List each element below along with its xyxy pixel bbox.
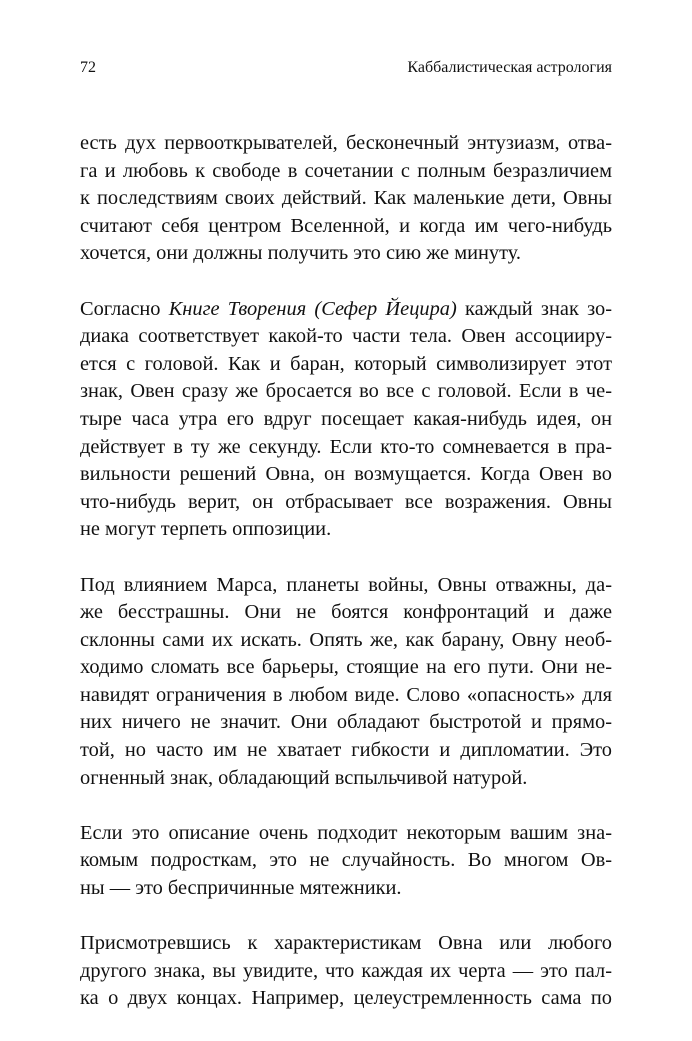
book-reference: Книге Творения (Сефер Йецира) bbox=[168, 297, 457, 320]
text-line: Под влиянием Марса, планеты войны, Овны отважны, да- bbox=[80, 573, 612, 596]
text-line: ходимо сломать все барьеры, стоящие на его пути. Они не- bbox=[80, 656, 612, 679]
text-line: что-нибудь верит, он отбрасывает все возражения. Овны bbox=[80, 490, 612, 513]
text-line: знак, Овен сразу же бросается во все с головой. Если в че- bbox=[80, 380, 612, 403]
paragraph-4 bbox=[80, 820, 612, 903]
text-line: склонны сами их искать. Опять же, как барану, Овну необ- bbox=[80, 628, 612, 651]
text-line: Если это описание очень подходит некоторым вашим зна- bbox=[80, 821, 612, 844]
book-title: Каббалистическая астрология bbox=[407, 59, 612, 76]
text-line: ется с головой. Как и баран, который символизирует этот bbox=[80, 352, 612, 375]
text-line: огненный знак, обладающий вспыльчивой натурой. bbox=[80, 766, 528, 789]
text-line: Присмотревшись к характеристикам Овна или любого bbox=[80, 932, 612, 955]
text-line bbox=[80, 296, 612, 324]
text-line: хочется, они должны получить это сию же минуту. bbox=[80, 242, 522, 265]
text-segment: каждый знак зо- bbox=[456, 297, 612, 320]
page-number: 72 bbox=[80, 59, 96, 76]
text-line: ка о двух концах. Например, целеустремленность сама по bbox=[80, 987, 612, 1010]
text-line: есть дух первооткрывателей, бесконечный энтузиазм, отва- bbox=[80, 132, 612, 154]
body-text bbox=[80, 130, 612, 1041]
text-line: них ничего не значит. Они обладают быстротой и прямо- bbox=[80, 711, 612, 734]
paragraph-5 bbox=[80, 930, 612, 1013]
text-line: диака соответствует какой-то части тела. Овен ассоцииру- bbox=[80, 325, 612, 348]
text-line: не могут терпеть оппозиции. bbox=[80, 518, 332, 541]
text-segment: Согласно bbox=[80, 297, 169, 320]
text-line: га и любовь к свободе в сочетании с полным безразличием bbox=[80, 159, 612, 182]
text-line: ны — это беспричинные мятежники. bbox=[80, 877, 402, 900]
text-line: вильности решений Овна, он возмущается. Когда Овен во bbox=[80, 463, 612, 486]
text-line: к последствиям своих действий. Как маленькие дети, Овны bbox=[80, 187, 612, 210]
paragraph-3 bbox=[80, 572, 612, 793]
paragraph-2 bbox=[80, 296, 612, 544]
text-line: тыре часа утра его вдруг посещает какая-нибудь идея, он bbox=[80, 407, 612, 430]
text-line: той, но часто им не хватает гибкости и дипломатии. Это bbox=[80, 739, 612, 762]
text-line: действует в ту же секунду. Если кто-то сомневается в пра- bbox=[80, 435, 612, 458]
text-line: навидят ограничения в любом виде. Слово «опасность» для bbox=[80, 683, 612, 706]
text-line: другого знака, вы увидите, что каждая их черта — это пал- bbox=[80, 959, 612, 982]
text-line: комым подросткам, это не случайность. Во многом Ов- bbox=[80, 849, 612, 872]
text-line: считают себя центром Вселенной, и когда им чего-нибудь bbox=[80, 214, 612, 237]
paragraph-1 bbox=[80, 130, 612, 268]
text-line: же бесстрашны. Они не боятся конфронтаций и даже bbox=[80, 601, 612, 624]
